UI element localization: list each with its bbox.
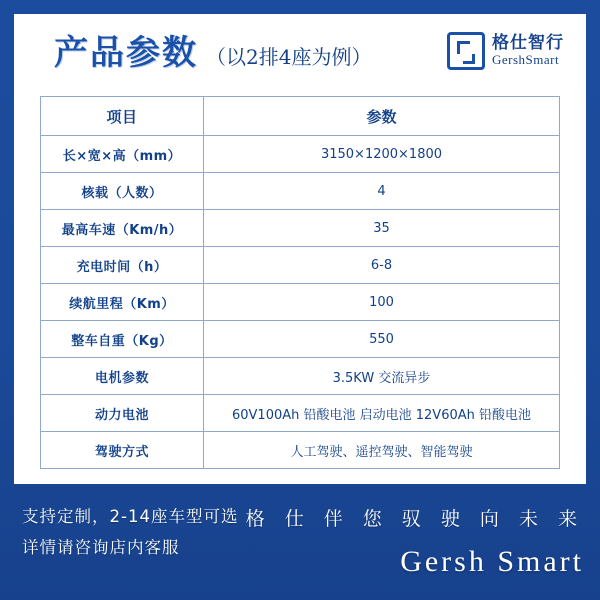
row-label: 整车自重（Kg） <box>41 321 204 358</box>
row-label: 最高车速（Km/h） <box>41 210 204 247</box>
table-row <box>41 136 560 173</box>
poster-header <box>14 14 586 86</box>
table-header-row <box>41 97 560 136</box>
column-header-item: 项目 <box>41 97 204 136</box>
table-row <box>41 358 560 395</box>
row-label: 核载（人数） <box>41 173 204 210</box>
table-row <box>41 173 560 210</box>
row-label: 驾驶方式 <box>41 432 204 469</box>
footer-slogan <box>246 504 584 579</box>
row-value: 100 <box>204 284 560 321</box>
row-label: 充电时间（h） <box>41 247 204 284</box>
column-header-param: 参数 <box>204 97 560 136</box>
row-value: 3150×1200×1800 <box>204 136 560 173</box>
poster-footer <box>0 492 600 600</box>
spec-table <box>40 96 560 469</box>
brand-logo <box>447 32 564 70</box>
table-row <box>41 210 560 247</box>
row-value: 550 <box>204 321 560 358</box>
table-row <box>41 395 560 432</box>
footer-note-line1: 支持定制，2-14座车型可选 <box>22 507 239 526</box>
table-row <box>41 247 560 284</box>
footer-note-line2: 详情请咨询店内客服 <box>22 537 180 557</box>
row-value: 60V100Ah 铅酸电池 启动电池 12V60Ah 铅酸电池 <box>204 395 560 432</box>
row-label: 续航里程（Km） <box>41 284 204 321</box>
table-row <box>41 284 560 321</box>
row-label: 动力电池 <box>41 395 204 432</box>
row-value: 4 <box>204 173 560 210</box>
row-label: 长×宽×高（mm） <box>41 136 204 173</box>
slogan-cn: 格 仕 伴 您 驭 驶 向 未 来 <box>245 508 584 530</box>
slogan-en: Gersh Smart <box>400 545 584 578</box>
page-title <box>54 33 372 73</box>
table-row <box>41 432 560 469</box>
logo-name-cn: 格仕智行 <box>492 32 564 53</box>
spec-panel <box>14 14 586 484</box>
title-subtitle: （以2排4座为例） <box>206 45 372 69</box>
row-label: 电机参数 <box>41 358 204 395</box>
logo-mark-icon <box>447 32 485 70</box>
row-value: 3.5KW 交流异步 <box>204 358 560 395</box>
spec-table-wrap <box>40 96 560 469</box>
table-row <box>41 321 560 358</box>
title-main: 产品参数 <box>54 33 198 73</box>
row-value: 35 <box>204 210 560 247</box>
logo-name-en: GershSmart <box>492 52 560 68</box>
row-value: 6-8 <box>204 247 560 284</box>
row-value: 人工驾驶、遥控驾驶、智能驾驶 <box>204 432 560 469</box>
logo-text <box>492 34 564 68</box>
